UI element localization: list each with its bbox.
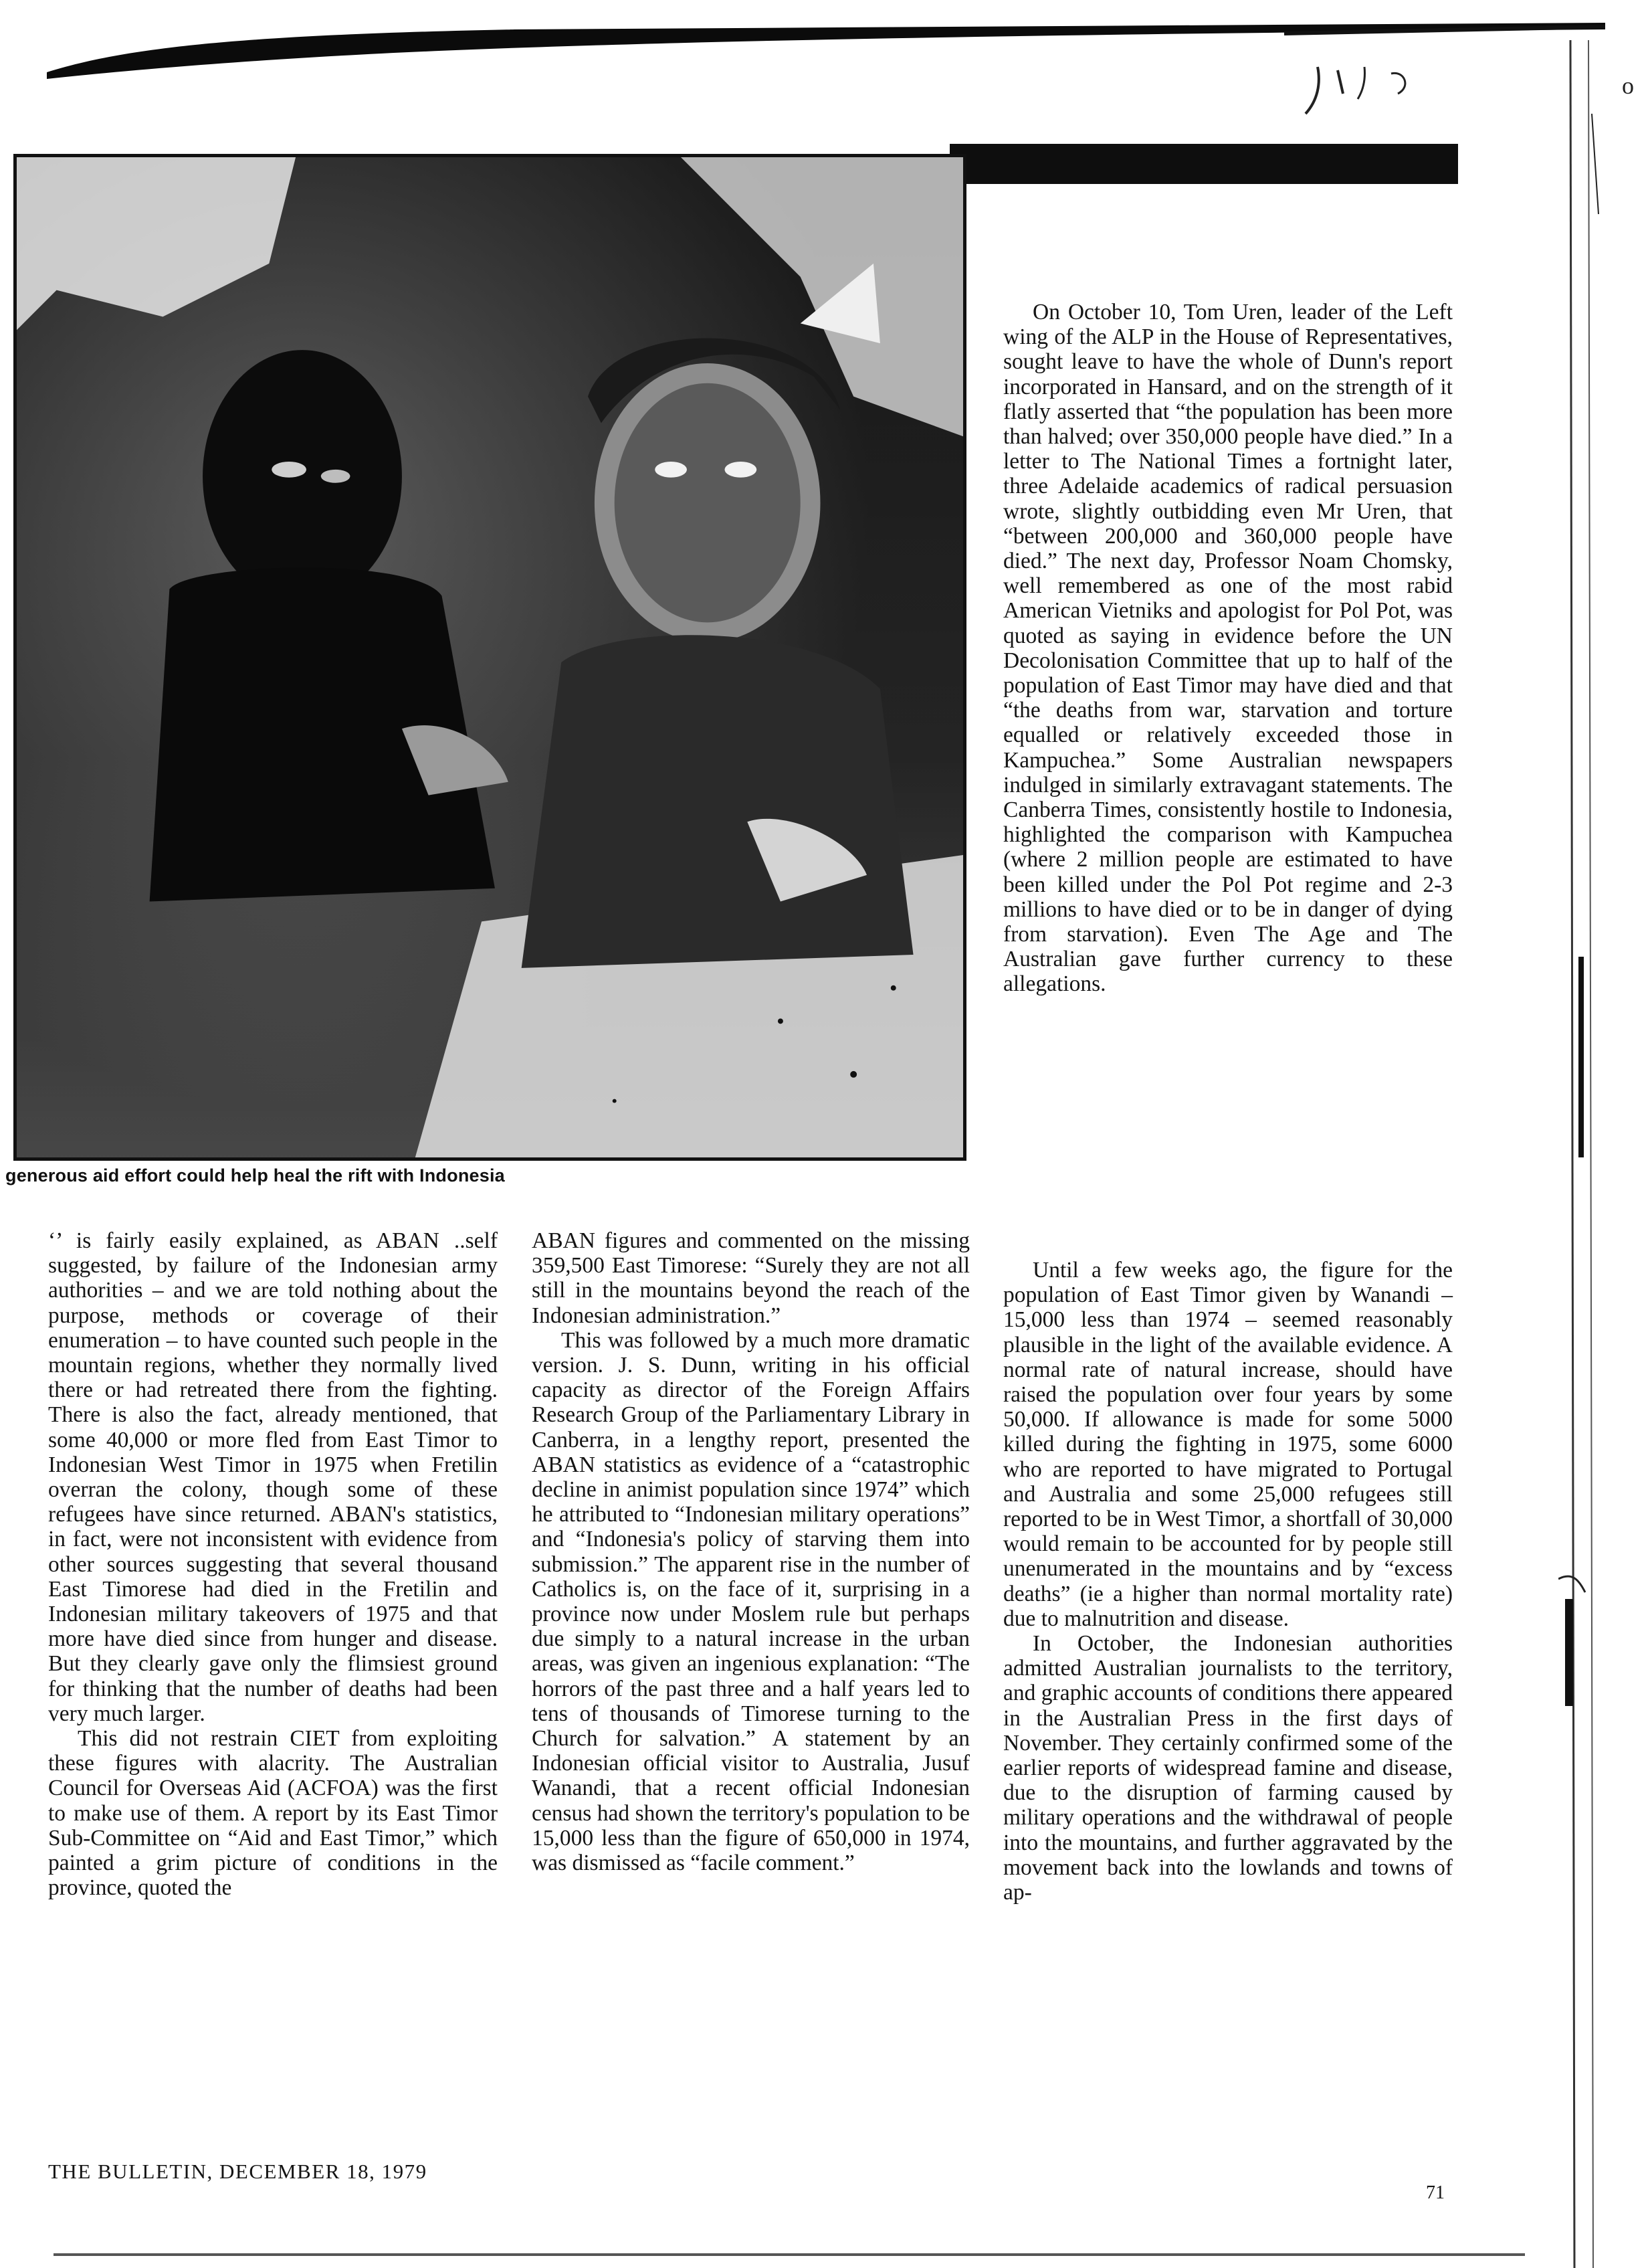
paragraph: This was followed by a much more dramatic version. J. S. Dunn, writing in his official capacity as director of the Foreign Affairs Research Group of the Parliamentary Library in Canberra, in a lengthy report, presented the ABAN statistics as evidence of a “catastrophic decline in animist population since 1974” which he attributed to “Indonesian military operations” and “Indonesia's policy of starving them into submission.” The apparent rise in the number of Catholics is, on the face of it, surprising in a province now under Moslem rule but perhaps due simply to a natural increase in the urban areas, was given an ingenious explanation: “The horrors of the past three and a half years led to tens of thousands of Timorese turning to the Church for salvation.” A statement by an Indonesian official visitor to Australia, Jusuf Wanandi, that a recent official Indonesian census had shown the territory's population to be 15,000 less than the figure of 650,000 in 1974, was dismissed as “facile comment.” [532,1327,970,1876]
publication-footer: THE BULLETIN, DECEMBER 18, 1979 [48,2160,427,2183]
paragraph: Until a few weeks ago, the figure for the population of East Timor given by Wanandi – 15,000 less than 1974 – seemed reasonably plausible in the light of the available evidence. A normal rate of natural increase, should have raised the population over four years by some 50,000. If allowance is made for some 5000 killed during the fighting in 1975, some 6000 who are reported to have migrated to Portugal and Australia and some 25,000 refugees still reported to be in West Timor, a shortfall of 30,000 would remain to be accounted for by people still unenumerated in the mountains and by “excess deaths” (ie a higher than normal mortality rate) due to malnutrition and disease. [1003,1258,1453,1631]
page-number: 71 [1426,2182,1445,2203]
photo-illustration [17,157,963,1157]
svg-text:o: o [1622,72,1634,99]
paragraph: In October, the Indonesian authorities admitted Australian journalists to the territory, and graphic accounts of conditions there appeared in the Australian Press in the first days of November. They certainly confirmed some of the earlier reports of widespread famine and disease, due to the disruption of farming caused by military operations and the withdrawal of people into the mountains, and further aggravated by the movement back into the lowlands and towns of ap- [1003,1631,1453,1905]
photo-caption: generous aid effort could help heal the rift with Indonesia [5,1165,505,1186]
article-photo [13,154,966,1161]
paragraph: This did not restrain CIET from exploiting these figures with alacrity. The Australian Council for Overseas Aid (ACFOA) was the first to make use of them. A report by its East Timor Sub-Committee on “Aid and East Timor,” which painted a grim picture of conditions in the province, quoted the [48,1726,498,1901]
scan-right-edge [1558,40,1648,2268]
article-column-right-bottom [1003,1258,1453,1905]
paragraph: ABAN figures and commented on the missing 359,500 East Timorese: “Surely they are not all still in the mountains beyond the reach of the Indonesian administration.” [532,1228,970,1328]
paragraph: ‘’ is fairly easily explained, as ABAN ..self suggested, by failure of the Indonesian army authorities – and we are told nothing about the purpose, methods or coverage of their enumeration – to have counted such people in the mountain regions, whether they normally lived there or had retreated there from the fighting. There is also the fact, already mentioned, that some 40,000 or more fled from East Timor to Indonesian West Timor in 1975 when Fretilin overran the colony, though some of these refugees have since returned. ABAN's statistics, in fact, were not inconsistent with evidence from other sources suggesting that several thousand East Timorese had died in the Fretilin and Indonesian military takeovers of 1975 and that more have died since from hunger and disease. But they clearly gave only the flimsiest ground for thinking that the number of deaths had been very much larger. [48,1228,498,1726]
article-column-middle [532,1228,970,1875]
bottom-rule [54,2253,1525,2256]
paragraph: On October 10, Tom Uren, leader of the Left wing of the ALP in the House of Representatives, sought leave to have the whole of Dunn's report incorporated in Hansard, and on the strength of it flatly asserted that “the population has been more than halved; over 350,000 people have died.” In a letter to The National Times a fortnight later, three Adelaide academics of radical persuasion wrote, slightly outbidding even Mr Uren, that “between 200,000 and 360,000 people have died.” The next day, Professor Noam Chomsky, well remembered as one of the most rabid American Vietniks and apologist for Pol Pot, was quoted as saying in evidence before the UN Decolonisation Committee that up to half of the population of East Timor may have died and that “the deaths from war, starvation and torture equalled or relatively exceeded those in Kampuchea.” Some Australian newspapers indulged in similarly extravagant statements. The Canberra Times, consistently hostile to Indonesia, highlighted the comparison with Kampuchea (where 2 million people are estimated to have been killed under the Pol Pot regime and 2-3 millions to have died or to be in danger of dying from starvation). Even The Age and The Australian gave further currency to these allegations. [1003,300,1453,997]
article-column-left [48,1228,498,1900]
handwritten-mark [1291,60,1425,120]
header-black-bar [950,144,1458,184]
article-column-right-top [1003,300,1453,997]
